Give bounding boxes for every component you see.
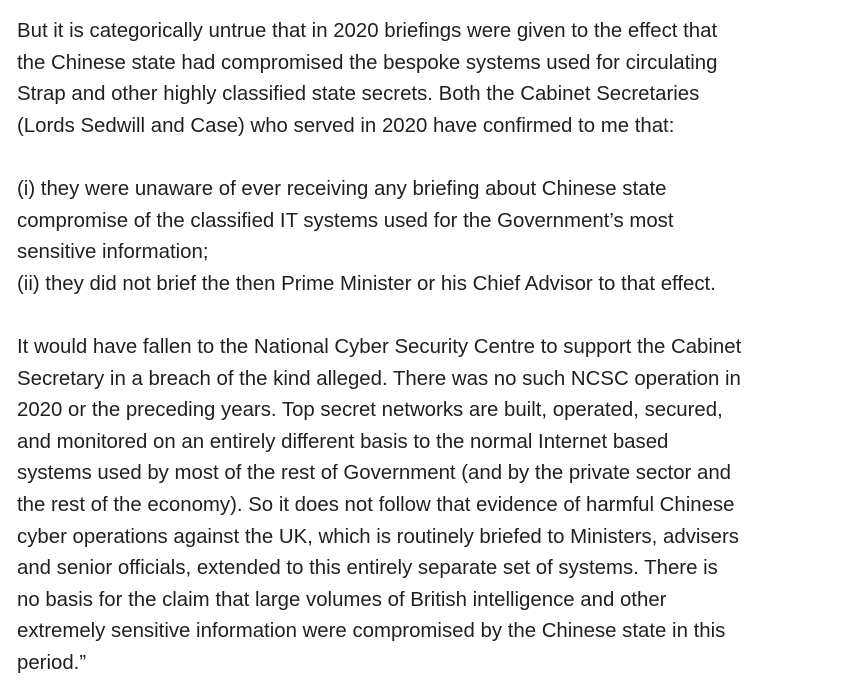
text-line: It would have fallen to the National Cyber Security Centre to support the Cabinet <box>17 335 742 358</box>
text-line: cyber operations against the UK, which is routinely briefed to Ministers, advisers <box>17 525 739 548</box>
text-line: But it is categorically untrue that in 2020 briefings were given to the effect that <box>17 20 718 42</box>
paragraph-opening <box>17 16 862 142</box>
confirmation-list <box>17 174 862 300</box>
text-line: Strap and other highly classified state secrets. Both the Cabinet Secretaries <box>17 83 700 106</box>
text-line: 2020 or the preceding years. Top secret networks are built, operated, secured, <box>17 399 723 422</box>
text-line: and monitored on an entirely different basis to the normal Internet based <box>17 430 669 453</box>
text-line: the Chinese state had compromised the bespoke systems used for circulating <box>17 51 718 74</box>
text-line: extremely sensitive information were compromised by the Chinese state in this <box>17 620 726 643</box>
paragraph-ncsc <box>17 332 862 680</box>
paragraph-spacer <box>17 142 862 174</box>
text-line: (Lords Sedwill and Case) who served in 2020 have confirmed to me that: <box>17 114 675 137</box>
text-line: and senior officials, extended to this entirely separate set of systems. There is <box>17 557 718 580</box>
text-line: the rest of the economy). So it does not follow that evidence of harmful Chinese <box>17 493 735 516</box>
list-item-line: sensitive information; <box>17 241 209 264</box>
text-line: period.” <box>17 651 87 674</box>
text-line: no basis for the claim that large volumes of British intelligence and other <box>17 588 667 611</box>
text-line: Secretary in a breach of the kind alleged. There was no such NCSC operation in <box>17 367 741 390</box>
list-item-line: compromise of the classified IT systems used for the Government’s most <box>17 209 674 232</box>
text-line: systems used by most of the rest of Government (and by the private sector and <box>17 462 732 485</box>
list-item-line: (i) they were unaware of ever receiving any briefing about Chinese state <box>17 177 667 200</box>
list-item-line: (ii) they did not brief the then Prime Minister or his Chief Advisor to that effect. <box>17 272 716 295</box>
paragraph-spacer <box>17 300 862 332</box>
